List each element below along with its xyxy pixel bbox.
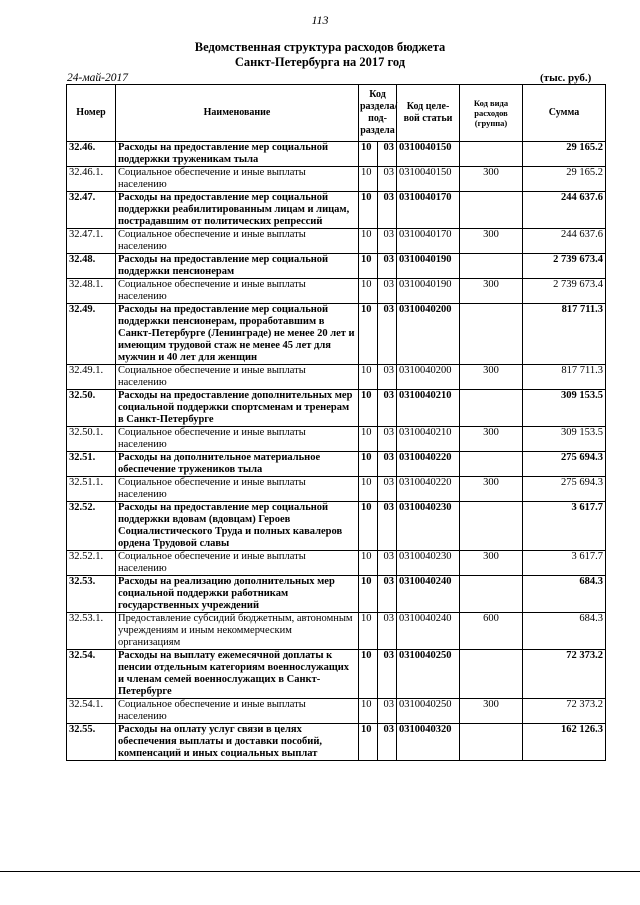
row-expense-type: 300 <box>460 365 523 390</box>
row-subsection: 03 <box>378 279 397 304</box>
row-expense-type: 300 <box>460 699 523 724</box>
row-number: 32.47.1. <box>67 229 116 254</box>
row-number: 32.48.1. <box>67 279 116 304</box>
row-expense-type: 300 <box>460 279 523 304</box>
row-expense-type <box>460 650 523 699</box>
row-sum: 275 694.3 <box>523 452 606 477</box>
table-row <box>67 167 606 192</box>
row-subsection: 03 <box>378 699 397 724</box>
table-row <box>67 724 606 761</box>
row-article: 0310040240 <box>397 613 460 650</box>
row-name: Расходы на предоставление дополнительных мер социальной поддержки спортсменам и тренерам в Санкт-Петербурге <box>116 390 359 427</box>
row-number: 32.53. <box>67 576 116 613</box>
table-row <box>67 427 606 452</box>
row-article: 0310040230 <box>397 551 460 576</box>
row-number: 32.47. <box>67 192 116 229</box>
row-expense-type: 600 <box>460 613 523 650</box>
row-sum: 244 637.6 <box>523 192 606 229</box>
row-article: 0310040150 <box>397 167 460 192</box>
row-name: Расходы на дополнительное материальное обеспечение тружеников тыла <box>116 452 359 477</box>
row-section: 10 <box>359 254 378 279</box>
row-number: 32.46. <box>67 142 116 167</box>
row-number: 32.50.1. <box>67 427 116 452</box>
row-number: 32.52.1. <box>67 551 116 576</box>
row-name: Расходы на оплату услуг связи в целях обеспечения выплаты и доставки пособий, компенсаций и иных социальных выплат <box>116 724 359 761</box>
row-subsection: 03 <box>378 192 397 229</box>
row-expense-type: 300 <box>460 551 523 576</box>
row-number: 32.53.1. <box>67 613 116 650</box>
header-row <box>67 85 606 142</box>
row-sum: 162 126.3 <box>523 724 606 761</box>
row-section: 10 <box>359 650 378 699</box>
row-subsection: 03 <box>378 613 397 650</box>
table-row <box>67 192 606 229</box>
row-subsection: 03 <box>378 167 397 192</box>
row-name: Расходы на предоставление мер социальной поддержки вдовам (вдовцам) Героев Социалистического Труда и полных кавалеров ордена Трудовой славы <box>116 502 359 551</box>
row-subsection: 03 <box>378 650 397 699</box>
row-section: 10 <box>359 699 378 724</box>
row-section: 10 <box>359 192 378 229</box>
row-section: 10 <box>359 304 378 365</box>
row-article: 0310040170 <box>397 192 460 229</box>
row-sum: 817 711.3 <box>523 365 606 390</box>
row-subsection: 03 <box>378 724 397 761</box>
row-number: 32.49. <box>67 304 116 365</box>
row-expense-type <box>460 254 523 279</box>
table-row <box>67 551 606 576</box>
budget-table <box>66 84 606 761</box>
table-row <box>67 229 606 254</box>
row-expense-type <box>460 452 523 477</box>
row-subsection: 03 <box>378 365 397 390</box>
row-expense-type <box>460 304 523 365</box>
page-number: 113 <box>311 13 329 27</box>
row-expense-type: 300 <box>460 477 523 502</box>
row-article: 0310040320 <box>397 724 460 761</box>
row-article: 0310040250 <box>397 650 460 699</box>
table-row <box>67 502 606 551</box>
units-label: (тыс. руб.) <box>540 72 592 84</box>
row-subsection: 03 <box>378 576 397 613</box>
bottom-rule <box>0 871 640 872</box>
header-sum: Сумма <box>523 85 606 142</box>
row-article: 0310040250 <box>397 699 460 724</box>
row-section: 10 <box>359 427 378 452</box>
row-name: Расходы на предоставление мер социальной поддержки пенсионерам <box>116 254 359 279</box>
table-row <box>67 142 606 167</box>
row-section: 10 <box>359 452 378 477</box>
table-row <box>67 613 606 650</box>
row-number: 32.52. <box>67 502 116 551</box>
row-expense-type <box>460 576 523 613</box>
row-number: 32.54. <box>67 650 116 699</box>
row-name: Социальное обеспечение и иные выплаты населению <box>116 699 359 724</box>
row-article: 0310040220 <box>397 452 460 477</box>
row-subsection: 03 <box>378 142 397 167</box>
row-sum: 684.3 <box>523 613 606 650</box>
header-section: Код раздела/ под- раздела <box>359 85 397 142</box>
row-subsection: 03 <box>378 452 397 477</box>
row-article: 0310040150 <box>397 142 460 167</box>
row-sum: 29 165.2 <box>523 167 606 192</box>
row-name: Расходы на выплату ежемесячной доплаты к пенсии отдельным категориям военнослужащих и членам семей военнослужащих в Санкт-Петербурге <box>116 650 359 699</box>
row-article: 0310040220 <box>397 477 460 502</box>
row-number: 32.49.1. <box>67 365 116 390</box>
row-subsection: 03 <box>378 551 397 576</box>
row-name: Социальное обеспечение и иные выплаты населению <box>116 279 359 304</box>
table-row <box>67 576 606 613</box>
row-number: 32.55. <box>67 724 116 761</box>
row-sum: 309 153.5 <box>523 427 606 452</box>
row-subsection: 03 <box>378 477 397 502</box>
row-sum: 2 739 673.4 <box>523 254 606 279</box>
row-number: 32.46.1. <box>67 167 116 192</box>
header-expense-type: Код вида расходов (группа) <box>460 85 523 142</box>
header-number: Номер <box>67 85 116 142</box>
table-body <box>67 142 606 761</box>
row-name: Социальное обеспечение и иные выплаты населению <box>116 167 359 192</box>
table-row <box>67 390 606 427</box>
row-section: 10 <box>359 724 378 761</box>
row-section: 10 <box>359 576 378 613</box>
row-sum: 2 739 673.4 <box>523 279 606 304</box>
row-sum: 275 694.3 <box>523 477 606 502</box>
title-line-2: Санкт-Петербурга на 2017 год <box>234 55 406 69</box>
row-article: 0310040210 <box>397 390 460 427</box>
row-section: 10 <box>359 502 378 551</box>
row-expense-type: 300 <box>460 427 523 452</box>
row-sum: 309 153.5 <box>523 390 606 427</box>
row-sum: 72 373.2 <box>523 650 606 699</box>
row-expense-type <box>460 192 523 229</box>
row-article: 0310040190 <box>397 279 460 304</box>
row-number: 32.54.1. <box>67 699 116 724</box>
row-sum: 3 617.7 <box>523 502 606 551</box>
row-section: 10 <box>359 167 378 192</box>
row-expense-type <box>460 390 523 427</box>
table-row <box>67 254 606 279</box>
row-subsection: 03 <box>378 304 397 365</box>
row-article: 0310040170 <box>397 229 460 254</box>
row-subsection: 03 <box>378 502 397 551</box>
row-name: Предоставление субсидий бюджетным, автономным учреждениям и иным некоммерческим организациям <box>116 613 359 650</box>
row-sum: 684.3 <box>523 576 606 613</box>
row-article: 0310040230 <box>397 502 460 551</box>
row-section: 10 <box>359 477 378 502</box>
table-row <box>67 365 606 390</box>
row-section: 10 <box>359 551 378 576</box>
row-sum: 817 711.3 <box>523 304 606 365</box>
row-article: 0310040240 <box>397 576 460 613</box>
row-sum: 29 165.2 <box>523 142 606 167</box>
row-number: 32.51. <box>67 452 116 477</box>
row-subsection: 03 <box>378 254 397 279</box>
row-article: 0310040190 <box>397 254 460 279</box>
row-number: 32.51.1. <box>67 477 116 502</box>
table-row <box>67 279 606 304</box>
row-subsection: 03 <box>378 390 397 427</box>
row-expense-type: 300 <box>460 229 523 254</box>
row-name: Социальное обеспечение и иные выплаты населению <box>116 427 359 452</box>
header-article: Код целе- вой статьи <box>397 85 460 142</box>
row-subsection: 03 <box>378 427 397 452</box>
row-number: 32.50. <box>67 390 116 427</box>
row-name: Расходы на предоставление мер социальной поддержки труженикам тыла <box>116 142 359 167</box>
row-section: 10 <box>359 365 378 390</box>
row-name: Расходы на предоставление мер социальной поддержки реабилитированным лицам и лицам, пострадавшим от политических репрессий <box>116 192 359 229</box>
row-expense-type <box>460 724 523 761</box>
row-name: Социальное обеспечение и иные выплаты населению <box>116 551 359 576</box>
row-name: Расходы на предоставление мер социальной поддержки пенсионерам, проработавшим в Санкт-Петербурге (Ленинграде) не менее 20 лет и имеющим трудовой стаж не менее 45 лет для мужчин и 40 лет для женщин <box>116 304 359 365</box>
document-title <box>0 40 640 70</box>
row-number: 32.48. <box>67 254 116 279</box>
row-sum: 244 637.6 <box>523 229 606 254</box>
title-line-1: Ведомственная структура расходов бюджета <box>194 40 446 54</box>
row-section: 10 <box>359 279 378 304</box>
table-row <box>67 477 606 502</box>
row-section: 10 <box>359 229 378 254</box>
row-name: Социальное обеспечение и иные выплаты населению <box>116 229 359 254</box>
table-row <box>67 650 606 699</box>
row-name: Социальное обеспечение и иные выплаты населению <box>116 477 359 502</box>
row-section: 10 <box>359 613 378 650</box>
table-row <box>67 452 606 477</box>
row-subsection: 03 <box>378 229 397 254</box>
row-article: 0310040200 <box>397 365 460 390</box>
row-section: 10 <box>359 390 378 427</box>
row-name: Расходы на реализацию дополнительных мер социальной поддержки работникам государственных учреждений <box>116 576 359 613</box>
row-expense-type <box>460 142 523 167</box>
table-row <box>67 699 606 724</box>
table-row <box>67 304 606 365</box>
report-date: 24-май-2017 <box>67 72 128 84</box>
row-sum: 3 617.7 <box>523 551 606 576</box>
row-section: 10 <box>359 142 378 167</box>
row-expense-type <box>460 502 523 551</box>
row-article: 0310040200 <box>397 304 460 365</box>
row-name: Социальное обеспечение и иные выплаты населению <box>116 365 359 390</box>
row-expense-type: 300 <box>460 167 523 192</box>
row-sum: 72 373.2 <box>523 699 606 724</box>
header-name: Наименование <box>116 85 359 142</box>
row-article: 0310040210 <box>397 427 460 452</box>
